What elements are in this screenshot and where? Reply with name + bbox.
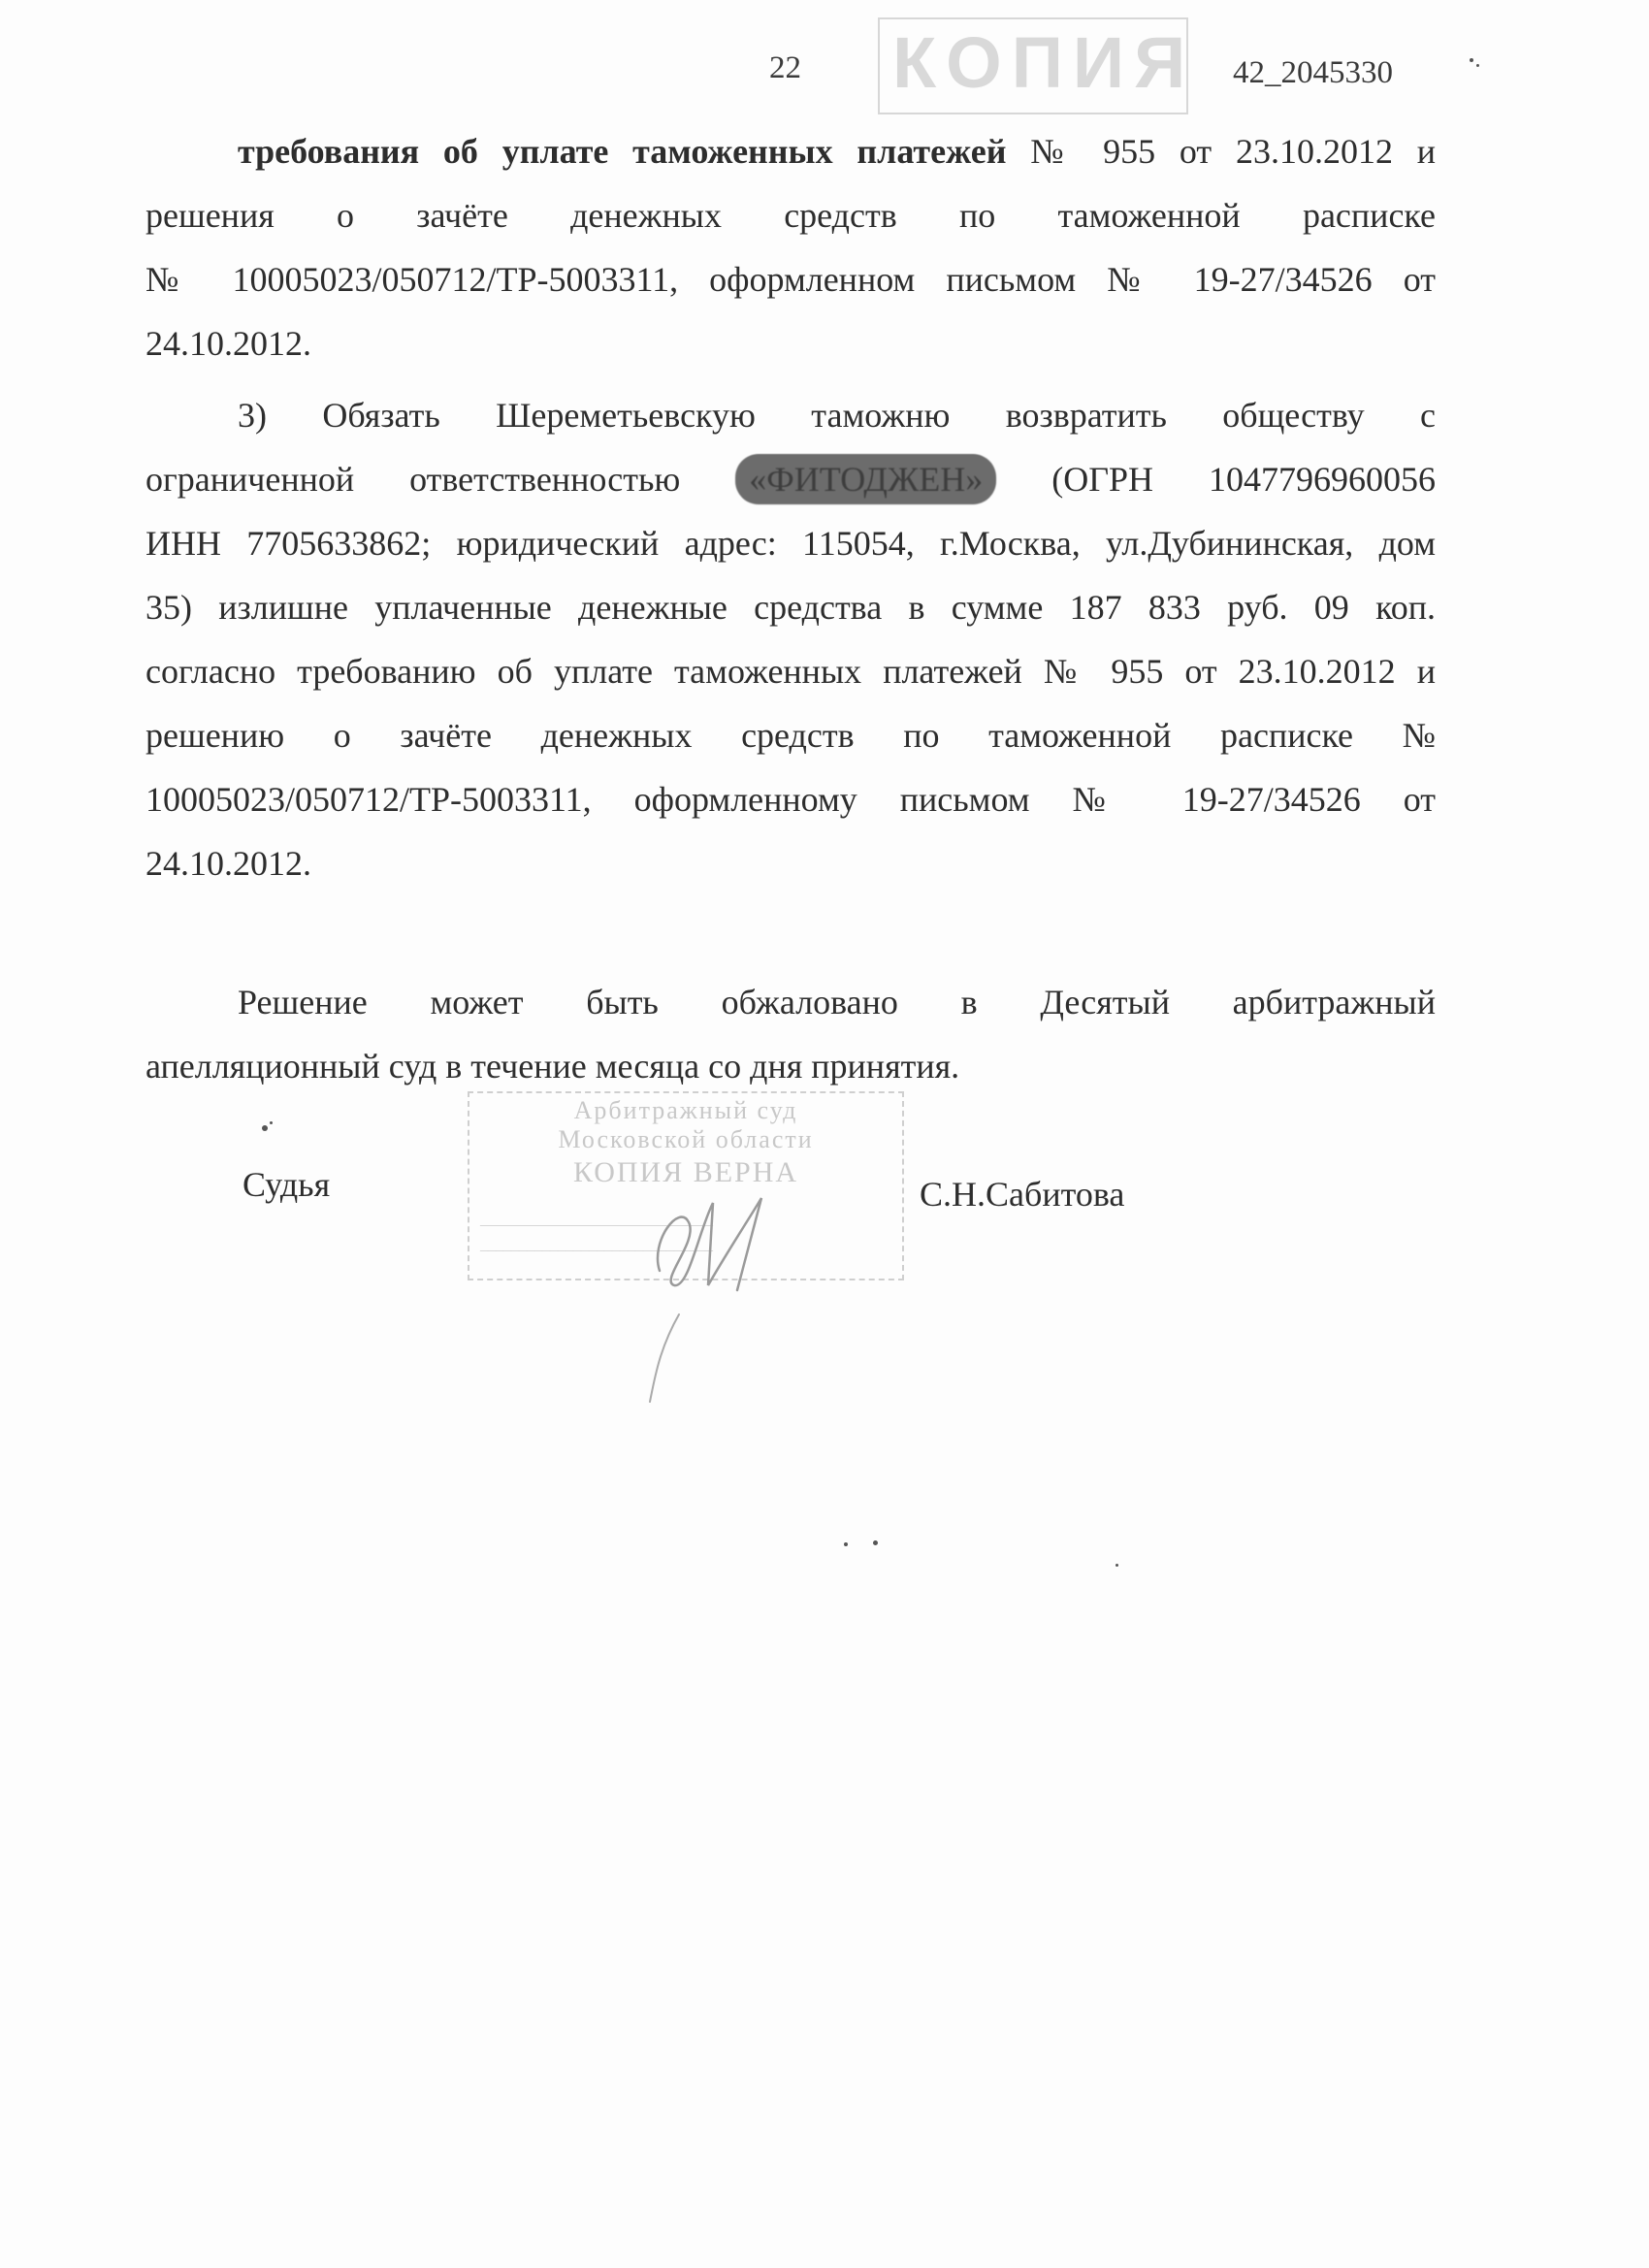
scan-speck	[1470, 58, 1473, 62]
scan-speck	[1476, 64, 1479, 67]
paragraph-appeal	[146, 970, 1436, 1098]
paragraph1-line1-rest: № 955 от 23.10.2012 и	[1030, 132, 1436, 171]
paragraph2-line1: 3) Обязать Шереметьевскую таможню возвратить обществу с	[238, 396, 1436, 435]
judge-label: Судья	[242, 1165, 331, 1204]
stamp-field-line: ______________________________	[480, 1237, 713, 1253]
paragraph2-line2	[146, 447, 1436, 511]
paragraph2-line7: 10005023/050712/ТР-5003311, оформленному письмом № 19-27/34526 от	[146, 780, 1436, 819]
paragraph2-line5: согласно требованию об уплате таможенных платежей № 955 от 23.10.2012 и	[146, 652, 1436, 691]
paragraph2-line6: решению о зачёте денежных средств по таможенной расписке №	[146, 716, 1436, 755]
scan-speck	[262, 1125, 268, 1131]
paragraph1-line3: № 10005023/050712/ТР-5003311, оформленном письмом № 19-27/34526 от	[146, 260, 1436, 299]
copy-stamp: КОПИЯ	[892, 22, 1196, 103]
stamp-line-region: Московской области	[558, 1125, 814, 1153]
scan-speck	[1116, 1564, 1118, 1567]
paragraph2-line8: 24.10.2012.	[146, 844, 311, 883]
document-id: 42_2045330	[1233, 55, 1393, 90]
paragraph1-line4: 24.10.2012.	[146, 324, 311, 363]
stamp-line-court: Арбитражный суд	[573, 1096, 798, 1124]
paragraph-customs-demand	[146, 119, 1436, 375]
stamp-line-copy: КОПИЯ ВЕРНА	[572, 1156, 799, 1188]
paragraph2-line2-start: ограниченной ответственностью	[146, 460, 681, 499]
paragraph2-line2-end: (ОГРН 1047796960056	[1051, 460, 1437, 499]
paragraph2-line4: 35) излишне уплаченные денежные средства в сумме 187 833 руб. 09 коп.	[146, 588, 1436, 627]
scan-speck	[844, 1542, 848, 1546]
paragraph3-line2: апелляционный суд в течение месяца со дня принятия.	[146, 1047, 960, 1085]
paragraph3-line1: Решение может быть обжаловано в Десятый арбитражный	[238, 983, 1436, 1021]
paragraph-obligation	[146, 383, 1436, 895]
paragraph1-line1-bold: требования об уплате таможенных платежей	[238, 132, 1007, 171]
paragraph1-line1	[146, 119, 1436, 183]
stamp-field-line: ______________________________	[480, 1212, 713, 1228]
redacted-company-name: «ФИТОДЖЕН»	[735, 454, 996, 504]
scan-speck	[873, 1540, 878, 1545]
scan-speck	[270, 1121, 273, 1124]
paragraph2-line3: ИНН 7705633862; юридический адрес: 115054, г.Москва, ул.Дубининская, дом	[146, 524, 1436, 563]
paragraph1-line2: решения о зачёте денежных средств по таможенной расписке	[146, 196, 1436, 235]
page-number: 22	[769, 50, 801, 85]
handwritten-signature	[621, 1164, 873, 1416]
judge-name: С.Н.Сабитова	[920, 1175, 1125, 1214]
